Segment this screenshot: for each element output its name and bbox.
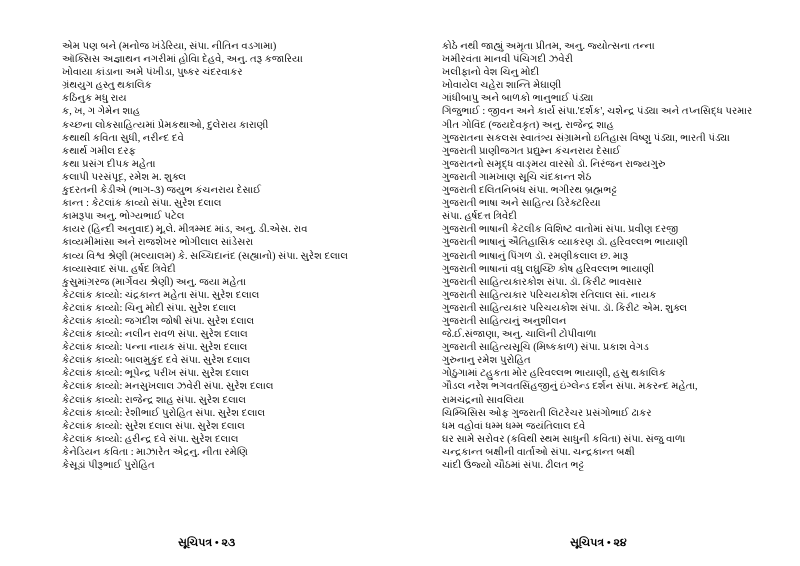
list-item: કામરૂપા અનુ. ભોગ્યભાઈ પટેલ: [62, 211, 185, 223]
list-item: ગ્રંથયુગ હસ્તુ થકાલિક: [62, 80, 152, 92]
list-item: ગુજરાતી સાહિત્યસૂચિ (મિષ્કકાળ) સંપા. પ્રકાશ વેગડ: [442, 342, 649, 354]
list-item: કાવ્ય વિશ્વ શ્રેણી (મલ્યાલમ) કે. સચ્ચિદાનંદ (સહ્યાનો) સંપા. સુરેશ દલાલ: [62, 250, 349, 262]
page-footer: [0, 528, 800, 550]
list-item: કલાપી પરસંપૂદ, રમેશ મ. શુક્લ: [62, 171, 187, 183]
list-item: ગુજરાતી સાહિત્યકારકોશ સંપા. ડૉ. કિરીટ ભાવસાર: [442, 276, 642, 288]
list-item: કેટલાંક કાવ્યો: નલીન રાવળ સંપા. સુરેશ દલાલ: [62, 329, 248, 341]
list-item: ખોવાયેલ ચહેરા શાન્તિ મેઘાણી: [442, 80, 562, 92]
list-item: ખલીફાનો વેશ ચિનુ મોદી: [442, 67, 540, 79]
list-item: જે.ઈ.સંજાણા, અનુ. ચાલિની ટોપીવાળા: [442, 329, 597, 341]
page-number-left: સૂચિપત્ર • ૨૩: [178, 537, 236, 549]
list-item: ક, ખ, ગ ગેમેન શાહ: [62, 106, 141, 118]
list-item: ગુજરાતી ભાષાનું ઐતિહાસિક વ્યાકરણ ડૉ. હરિવલ્લભ ભાયાણી: [442, 237, 688, 249]
list-item: ઘર સામે સરોવર (કવિથી સ્થમ સાધુની કવિતા) સંપા. સંજુ વાળા: [442, 433, 686, 445]
list-item: ચાંદી ઉજ્યો ચૌઠમાં સંપા. ઢીલત ભટ્ટ: [442, 460, 585, 471]
list-item: કેટલાંક કાવ્યો: ચંદ્રકાન્ત મહેતા સંપા. સુરેશ દલાલ: [62, 289, 260, 301]
list-item: કેટલાંક કાવ્યો: ચિનુ મોદી સંપા. સુરેશ દલાલ: [62, 302, 237, 314]
list-item: ગુજરાતી સાહિત્યકાર પરિચયકોશ સંપા. ડૉ. કિરીટ એમ. શુક્લ: [442, 302, 688, 314]
list-item: રામચંદ્રનાો સાવલિયા: [442, 394, 525, 406]
list-item: ગુજરાતનો સમૃદ્ધ વાઙ્મય વારસો ડૉ. નિરંજન રાજ્યગુરુ: [442, 158, 666, 170]
list-item: ગાંધીબાપુ અને બાળકો ભાનુભાઈ પંડ્યા: [442, 93, 594, 105]
list-item: સંપા. હર્ષદત્ત ત્રિવેદી: [442, 211, 517, 223]
page-number-right: સૂચિપત્ર • ૨૪: [570, 537, 627, 549]
list-item: કેટલાંક કાવ્યો: પન્ના નાયક સંપા. સુરેશ દલાલ: [62, 342, 248, 354]
list-item: કાન્ત : કેટલાંક કાવ્યો સંપા. સુરેશ દલાલ: [62, 198, 222, 210]
list-item: કાવ્યમીમાંસા અને રાજશેખર ભોગીલાલ સાંડેસરા: [62, 237, 254, 249]
list-item: કેનેડિયન કવિતા : માઝારેત એદ્રનુ. નીતા રમેણિ: [62, 446, 249, 458]
list-item: ધમ વહોવાં ધમ્મ ધમ્મ જયંતિલાલ દવે: [442, 420, 586, 432]
list-item: ખોવાયા કાંડાના અમે પંખીડા, પુષ્કર ચંદરવાકર: [62, 67, 243, 79]
list-item: ચન્દ્રકાન્ત બક્ષીની વાર્તાઓ સંપા. ચન્દ્રકાન્ત બક્ષી: [442, 446, 635, 458]
list-item: કુસુમાંગ઼રજ (માર્ગેવય શ્રેણી) અનુ. જયા મહેતા: [62, 276, 246, 288]
list-item: ગુજરાતી ભાષાનું પિંગળ ડૉ. રમણીકલાલ છ. મારૂ: [442, 250, 629, 262]
list-item: ચિમ્બિસિસ ઓફ ગુજરાતી લિટરેચર પ્રસંગોભાઈ ઢાકર: [442, 407, 652, 419]
list-item: ગુજરાતી ગામખાણ સૂચિ ચંદકાન્ત શેઠ: [442, 171, 592, 183]
left-column: [28, 40, 388, 510]
list-item: ગુજરાતી સાહિત્યકાર પરિચયકોશ રતિલાલ સાં. નાયક: [442, 289, 657, 301]
list-item: કથા પ્રસંગ દીપક મહેતા: [62, 158, 156, 170]
list-item: ગિજુભાઈ : જીવન અને કાર્ય સંપા.'દર્શક', ચશેન્દ્ર પંડ્યા અને તપ્નસિદ્ધ પરમાર: [442, 106, 753, 118]
list-item: ગુજરાતી ભાષાનાં વધુ લઘુચ્છિ કોષ હરિવલ્લભ ભાયાણી: [442, 263, 655, 275]
list-item: ગુજરાતી ભાષાની કેટલીક વિશિષ્ટ વાતોમાં સંપા. પ્રવીણ દરજી: [442, 224, 679, 236]
list-item: ઑક્સિસ અજ્ઞાથન નગરીમાં હોવિ઼ા દેહવે, અનુ. તરૂ કજારિયા: [62, 54, 303, 66]
list-item: કોઠે નથી જાહ્યું અમૃતા પ્રીતમ, અનુ. જ્યોત્સના તન્ના: [442, 41, 655, 52]
right-column: [412, 40, 772, 510]
list-item: કથાથી કવિતા સુધી, નરીન્દ દવે: [62, 132, 184, 144]
list-item: કાયર (હિન્દી અનુવાદ) મૂ.લે. મીત્રમ્મદ માંડ, અનુ. ડી.એસ. રાવ: [62, 224, 308, 236]
list-item: કેટલાંક કાવ્યો: સુરેશ દલાલ સંપા. સુરેશ દલાલ: [62, 420, 245, 432]
list-item: ગુજરાતી પ્રાણીજગત પ્રદ્યુમ્ન કંચનરાય દેસાઈ: [442, 145, 621, 157]
list-item: કેસૂડાં પીરૂભાઈ પુરોહિત: [62, 460, 155, 471]
list-item: ગુજરાતના સકલસ સ્વાતંત્ર્ય સંગ્રામનો ઇતિહાસ વિષ્ણુ પંડ્યા, ભારતી પંડ્યા: [442, 132, 730, 144]
list-item: ગુજરાતી દલિતનિબંધ સંપા. ભગીરથ બ્રહ્મભટ્ટ: [442, 185, 618, 197]
list-item: કઠિનુક મધુ રાય: [62, 93, 127, 105]
list-item: ગૌડલ નરેશ ભગવતસિંહજીનું ઇંગ્લેન્ડ દર્શન સંપા. મકરન્દ મહેતા,: [442, 381, 698, 393]
list-item: ગુજરાતી સાહિત્યનું અનુશીલન: [442, 315, 567, 327]
list-item: કેટલાંક કાવ્યો: ભૂપેન્દ્ર પરીખ સંપા. સુરેશ દલાલ: [62, 368, 250, 380]
list-item: એમ પણ બને (મનોજ ખંડેરિયા, સંપા. નીતિન વડગામા): [62, 41, 277, 52]
list-item: ગીત ગોવિંદ (જયદેવકૃત) અનુ. રાજેન્દ્ર શાહ: [442, 119, 614, 131]
list-item: કેટલાંક કાવ્યો: રાજેન્દ્ર શાહ સંપા. સુરેશ દલાલ: [62, 394, 247, 406]
list-item: કેટલાંક કાવ્યો: બાલમુકુંદ દવે સંપા. સુરેશ દલાલ: [62, 355, 251, 367]
list-item: ગુરુનાનુ રમેશ પુરોહિત: [442, 355, 531, 367]
list-item: કચ્છના લોકસાહિત્યમાં પ્રેમકથાઓ, દુલેરાય કારાણી: [62, 119, 269, 131]
list-item: કાવ્યાસ્વાદ સંપા. હર્ષદ ત્રિવેદી: [62, 263, 176, 275]
list-item: ગુજરાતી ભાષા અને સાહિત્ય ડિરેક્ટરિયા: [442, 198, 601, 210]
list-item: કથાર્થ ગમીલ દરફ: [62, 145, 136, 157]
list-item: કુદરતની કેડીએ (ભાગ-૩) જયુભ કંચનરાય દેસાઈ: [62, 185, 262, 197]
two-column-layout: [28, 40, 772, 510]
list-item: ગોઠુગામાં ટહુકતા મોર હરિવલ્લભ ભાયાણી, હસુ થકાલિક: [442, 368, 666, 380]
list-item: કેટલાંક કાવ્યો: જગદીશ જોષી સંપા. સુરેશ દલાલ: [62, 315, 255, 327]
list-item: કેટલાંક કાવ્યો: રેશીભાઈ પુરોહિત સંપા. સુરેશ દલાલ: [62, 407, 266, 419]
list-item: કેટલાંક કાવ્યો: મનસુખલાલ ઝવેરી સંપા. સુરેશ દલાલ: [62, 381, 274, 393]
list-item: કેટલાંક કાવ્યો: હરીન્દ્ર દવે સંપા. સુરેશ દલાલ: [62, 433, 239, 445]
list-item: ખમીરવંતા માનવી પંચિગદી ઝવેરી: [442, 54, 573, 66]
